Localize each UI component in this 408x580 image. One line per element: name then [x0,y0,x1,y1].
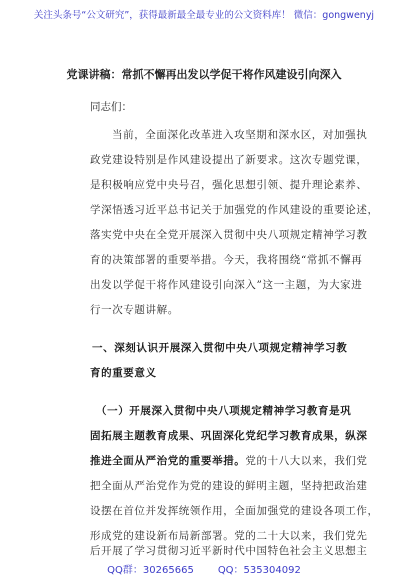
section-heading: 一、深刻认识开展深入贯彻中央八项规定精神学习教 [92,342,348,354]
paragraph-line: 把全面从严治党作为党的建设的鲜明主题，坚持把政治建 [90,480,368,492]
subsection-heading: （一）开展深入贯彻中央八项规定精神学习教育是巩 [96,405,352,417]
qq-group-number: QQ群：30265665 [107,565,194,576]
paragraph-line: 后开展了学习贯彻习近平新时代中国特色社会主义思想主 [90,545,368,557]
paragraph-line: 政党建设特别是作风建设提出了新要求。这次专题党课， [90,154,368,166]
paragraph-line: 设摆在首位并发挥统领作用，全面加强党的建设各项工作， [90,505,379,517]
salutation: 同志们： [90,101,132,113]
contact-footer [0,561,408,576]
section-heading: 育的重要意义 [90,367,157,379]
document-title: 党课讲稿：常抓不懈再出发以学促干将作风建设引向深入 [66,68,342,81]
subsection-heading-tail: 推进全面从严治党的重要举措。 [90,455,246,467]
qq-number: QQ：535304092 [217,565,301,576]
paragraph-line: 是积极响应党中央号召，强化思想引领、提升理论素养、 [90,179,368,191]
paragraph-line: 行一次专题讲解。 [90,304,179,316]
subsection-heading: 固拓展主题教育成果、巩固深化党纪学习教育成果，纵深 [90,430,368,442]
paragraph-line [90,455,368,467]
paragraph-line: 形成党的建设新布局新部署。党的二十大以来，我们党先 [90,530,368,542]
promo-banner: 关注头条号“公文研究”，获得最新最全最专业的公文资料库！ 微信：gongwenyj [33,10,375,21]
paragraph-line: 育的决策部署的重要举措。今天，我将围绕“常抓不懈再 [90,254,363,266]
paragraph-line: 出发以学促干将作风建设引向深入”这一主题，为大家进 [90,279,363,291]
paragraph-line: 当前，全面深化改革进入攻坚期和深水区，对加强执 [112,129,368,141]
paragraph-text: 党的十八大以来，我们党 [245,455,368,467]
paragraph-line: 落实党中央在全党开展深入贯彻中央八项规定精神学习教 [90,229,368,241]
paragraph-line: 学深悟透习近平总书记关于加强党的作风建设的重要论述， [90,204,379,216]
